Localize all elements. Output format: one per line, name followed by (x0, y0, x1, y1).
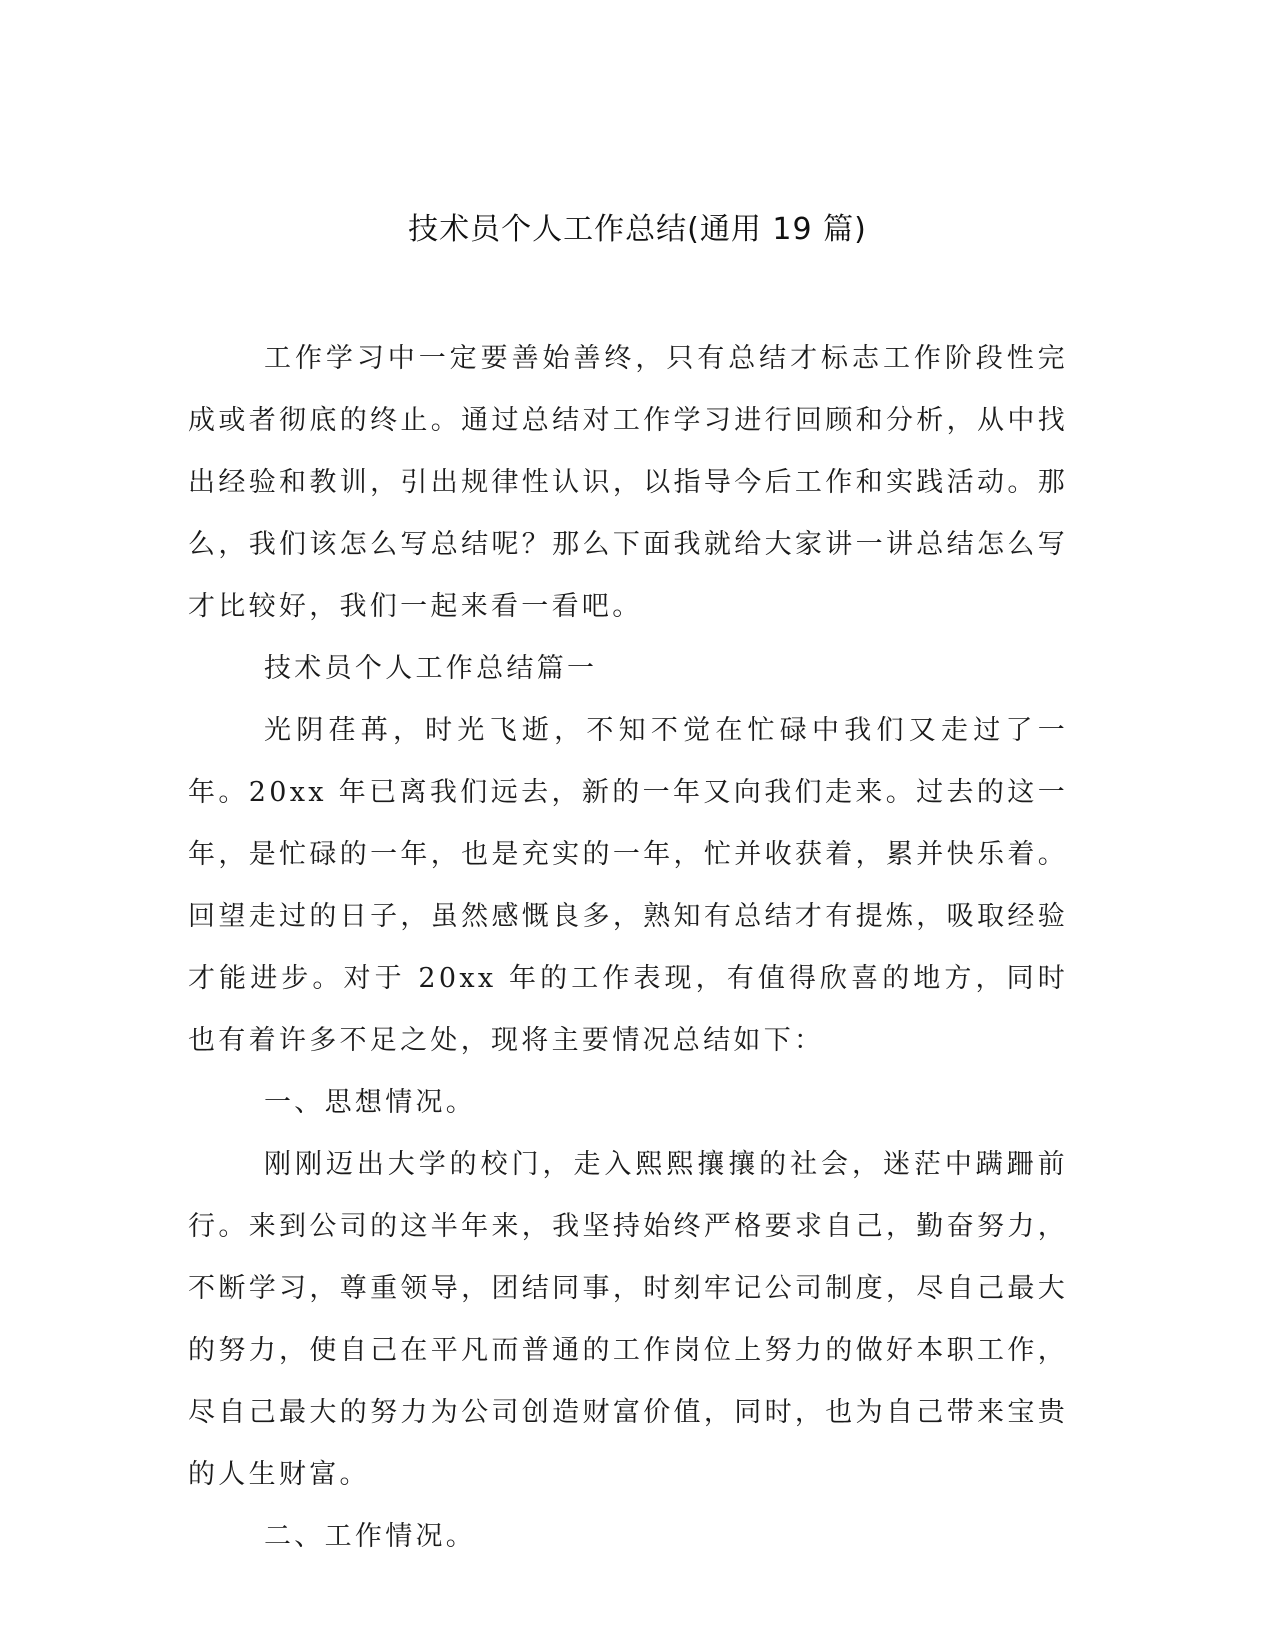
part-one-paragraph: 光阴荏苒，时光飞逝，不知不觉在忙碌中我们又走过了一年。20xx 年已离我们远去，新的一年又向我们走来。过去的这一年，是忙碌的一年，也是充实的一年，忙并收获着，累并快乐着。回望走过的日子，虽然感慨良多，熟知有总结才有提炼，吸取经验才能进步。对于 20xx 年的工作表现，有值得欣喜的地方，同时也有着许多不足之处，现将主要情况总结如下： (188, 715, 1068, 1056)
thought-situation-paragraph: 刚刚迈出大学的校门，走入熙熙攘攘的社会，迷茫中蹒跚前行。来到公司的这半年来，我坚持始终严格要求自己，勤奋努力，不断学习，尊重领导，团结同事，时刻牢记公司制度，尽自己最大的努力，使自己在平凡而普通的工作岗位上努力的做好本职工作，尽自己最大的努力为公司创造财富价值，同时，也为自己带来宝贵的人生财富。 (188, 1149, 1068, 1490)
section-heading-part-one: 技术员个人工作总结篇一 (264, 653, 598, 684)
document-body (188, 328, 1068, 1568)
document-title: 技术员个人工作总结(通用 19 篇) (408, 212, 867, 247)
subheading-thought-situation: 一、思想情况。 (264, 1087, 477, 1118)
intro-paragraph: 工作学习中一定要善始善终，只有总结才标志工作阶段性完成或者彻底的终止。通过总结对工作学习进行回顾和分析，从中找出经验和教训，引出规律性认识，以指导今后工作和实践活动。那么，我们该怎么写总结呢？那么下面我就给大家讲一讲总结怎么写才比较好，我们一起来看一看吧。 (188, 343, 1068, 622)
subheading-work-situation: 二、工作情况。 (264, 1521, 477, 1552)
